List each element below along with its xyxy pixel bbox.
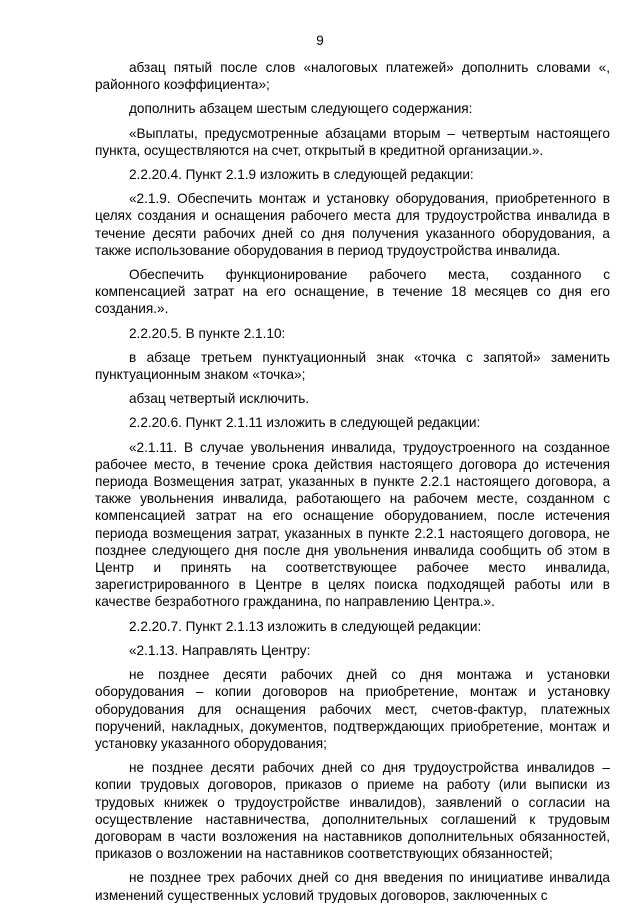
paragraph: «Выплаты, предусмотренные абзацами вторым – четвертым настоящего пункта, осуществляются на счет, открытый в кредитной организации.». [95,125,610,158]
paragraph: «2.1.13. Направлять Центру: [129,642,311,658]
paragraph: Обеспечить функционирование рабочего места, созданного с компенсацией затрат на его оснащение, в течение 18 месяцев со дня его создания.». [95,267,610,317]
page-number: 9 [316,33,324,48]
paragraph: 2.2.20.5. В пункте 2.1.10: [129,325,286,341]
paragraph: абзац пятый после слов «налоговых платежей» дополнить словами «, районного коэффициента»; [95,60,610,93]
paragraph: не позднее десяти рабочих дней со дня монтажа и установки оборудования – копии договоров на приобретение, монтаж и установку оборудования для оснащения рабочих мест, счетов-фактур, платежных поручений, накладных, документов, подтверждающих приобретение, монтаж и установку указанного оборудования; [95,667,610,751]
paragraph: «2.1.9. Обеспечить монтаж и установку оборудования, приобретенного в целях создания и оснащения рабочего места для трудоустройства инвалида в течение десяти рабочих дней со дня получения указанного оборудования, а также использование оборудования в период трудоустройства инвалида. [95,191,610,258]
paragraph: 2.2.20.7. Пункт 2.1.13 изложить в следующей редакции: [129,618,482,634]
paragraph: абзац четвертый исключить. [129,391,310,407]
document-body [95,59,610,911]
paragraph: 2.2.20.6. Пункт 2.1.11 изложить в следующей редакции: [129,415,481,431]
paragraph: дополнить абзацем шестым следующего содержания: [129,101,473,117]
paragraph: 2.2.20.4. Пункт 2.1.9 изложить в следующей редакции: [129,167,474,183]
paragraph: «2.1.11. В случае увольнения инвалида, трудоустроенного на созданное рабочее место, в течение срока действия настоящего договора до истечения периода Возмещения затрат, указанных в пункте 2.2.1 настоящего договора, а также увольнения инвалида, работающего на рабочем месте, созданном с компенсацией затрат на его оснащение оборудованием, после истечения периода возмещения затрат, указанных в пункте 2.2.1 настоящего договора, не позднее следующего дня после дня увольнения инвалида сообщить об этом в Центр и принять на соответствующее рабочее место инвалида, зарегистрированного в Центре в целях поиска подходящей работы или в качестве безработного гражданина, по направлению Центра.». [95,439,610,610]
paragraph: в абзаце третьем пунктуационный знак «точка с запятой» заменить пунктуационным знаком «точка»; [95,349,610,383]
paragraph: не позднее трех рабочих дней со дня введения по инициативе инвалида изменений существенных условий трудовых договоров, заключенных с [95,870,610,903]
paragraph: не позднее десяти рабочих дней со дня трудоустройства инвалидов – копии трудовых договоров, приказов о приеме на работу (или выписки из трудовых книжек о трудоустройстве инвалидов), заявлений о согласии на осуществление наставничества, дополнительных соглашений к трудовым договорам в части возложения на наставников дополнительных обязанностей, приказов о возложении на наставников соответствующих обязанностей; [95,760,610,862]
